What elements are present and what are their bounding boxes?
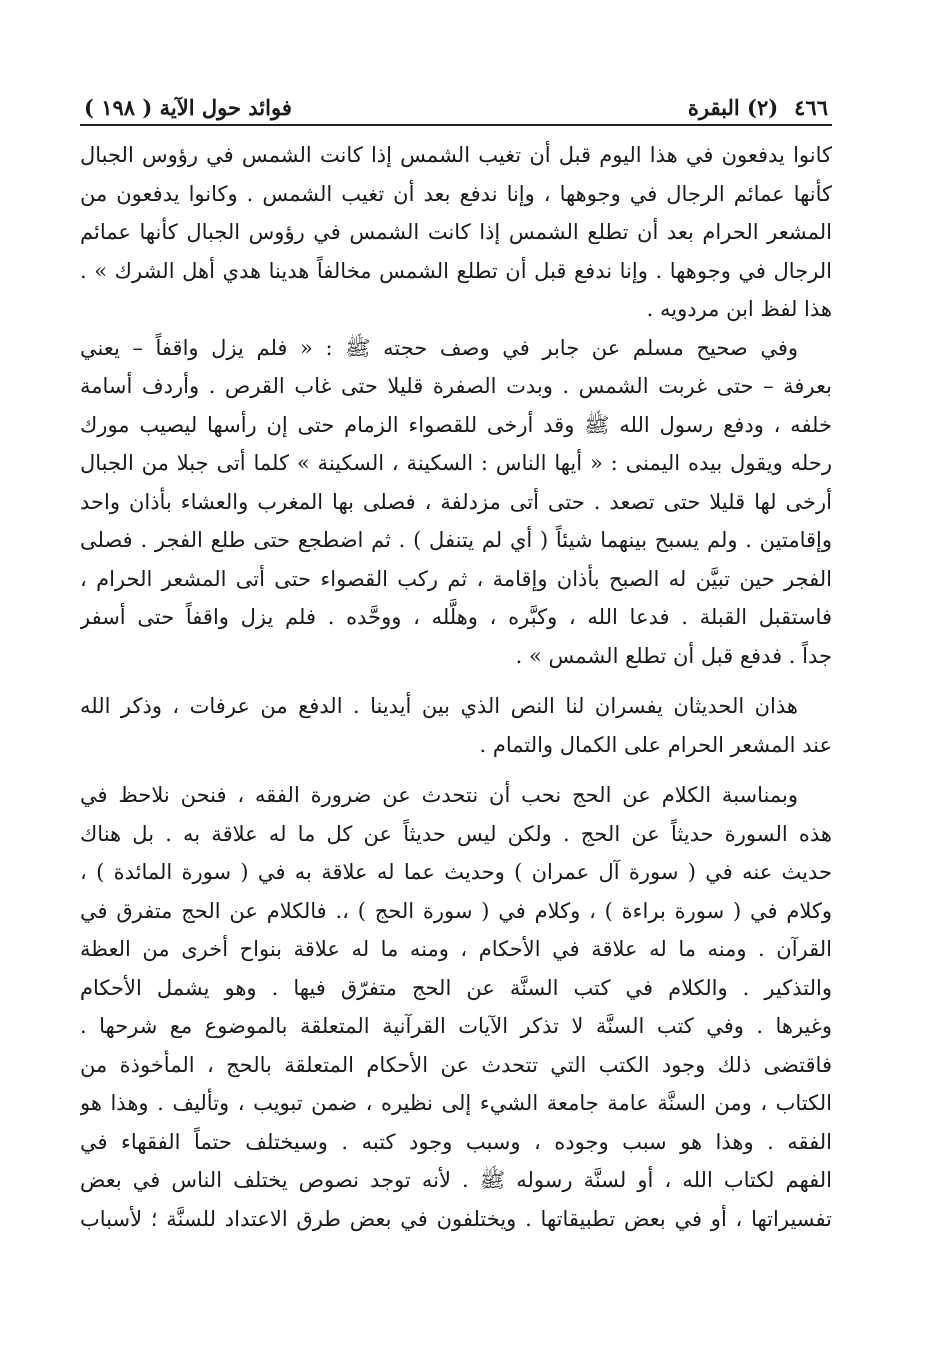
text-line: كأنها عمائم الرجال في وجوهها ، وإنا ندفع بعد أن تغيب الشمس . وكانوا يدفعون من	[80, 181, 832, 206]
text-line: وغيرها . وفي كتب السنَّة لا تذكر الآيات القرآنية المتعلقة بالموضوع مع شرحها .	[80, 1014, 832, 1038]
text-line: فاستقبل القبلة . فدعا الله ، وكبَّره ، وهلَّله ، ووحَّده . فلم يزل واقفاً حتى أسفر	[80, 605, 832, 629]
text-line: فاقتضى ذلك وجود الكتب التي تتحدث عن الأحكام المتعلقة بالحج ، المأخوذة من	[80, 1052, 832, 1077]
text-line: الفهم لكتاب الله ، أو لسنَّة رسوله ﷺ . لأنه توجد نصوص يختلف الناس في بعض	[80, 1168, 832, 1192]
text-line: عند المشعر الحرام على الكمال والتمام .	[479, 732, 832, 757]
text-line: خلفه ، ودفع رسول الله ﷺ وقد أرخى للقصواء الزمام حتى إن رأسها ليصيب مورك	[80, 412, 832, 437]
book-page	[80, 84, 832, 1238]
text-line: وإقامتين . ولم يسبح بينهما شيئاً ( أي لم يتنفل ) . ثم اضطجع حتى طلع الفجر . فصلى	[80, 528, 832, 552]
text-line: وكلام في ( سورة براءة ) ، وكلام في ( سورة الحج ) ،. فالكلام عن الحج متفرق في	[80, 898, 832, 923]
text-line: وفي صحيح مسلم عن جابر في وصف حجته ﷺ : « فلم يزل واقفاً – يعني	[80, 335, 798, 360]
paragraph-1	[80, 136, 832, 329]
page-number: ٤٦٦	[794, 95, 828, 120]
page-header	[80, 84, 832, 126]
paragraph-3	[80, 687, 832, 764]
text-line: الفقه . وهذا هو سبب وجوده ، وسبب وجود كتبه . وسيختلف حتماً الفقهاء في	[80, 1129, 832, 1154]
text-line: القرآن . ومنه ما له علاقة في الأحكام ، ومنه ما له علاقة بنواح أخرى من العظة	[80, 937, 832, 961]
text-line: هذان الحديثان يفسران لنا النص الذي بين أيدينا . الدفع من عرفات ، وذكر الله	[80, 694, 798, 718]
text-line: أرخى لها قليلا حتى تصعد . حتى أتى مزدلفة ، فصلى بها المغرب والعشاء بأذان واحد	[80, 489, 832, 514]
text-line: جداً . فدفع قبل أن تطلع الشمس » .	[515, 643, 832, 668]
header-right	[688, 95, 828, 120]
text-line: الفجر حين تبيَّن له الصبح بأذان وإقامة ، ثم ركب القصواء حتى أتى المشعر الحرام ،	[80, 566, 832, 591]
text-line: رحله ويقول بيده اليمنى : « أيها الناس : السكينة ، السكينة » كلما أتى جبلا من الجبال	[80, 451, 832, 475]
text-line: هذه السورة حديثاً عن الحج . ولكن ليس حديثاً عن كل ما له علاقة به . بل هناك	[80, 821, 832, 846]
text-line: كانوا يدفعون في هذا اليوم قبل أن تغيب الشمس إذا كانت الشمس في رؤوس الجبال	[80, 143, 832, 167]
text-line: هذا لفظ ابن مردويه .	[646, 297, 832, 321]
surah-name: (٢) البقرة	[687, 95, 779, 120]
body-text	[80, 136, 832, 1238]
text-line: حديث عنه في ( سورة آل عمران ) وحديث عما له علاقة به في ( سورة المائدة ) ،	[80, 860, 832, 884]
text-line: وبمناسبة الكلام عن الحج نحب أن نتحدث عن ضرورة الفقه ، فنحن نلاحظ في	[80, 783, 798, 807]
text-line: الرجال في وجوهها . وإنا ندفع قبل أن تطلع الشمس مخالفاً هدينا هدي أهل الشرك » .	[80, 258, 832, 283]
running-title: فوائد حول الآية ( ١٩٨ )	[84, 95, 292, 120]
text-line: بعرفة – حتى غربت الشمس . وبدت الصفرة قليلا حتى غاب القرص . وأردف أسامة	[80, 374, 832, 398]
text-line: المشعر الحرام بعد أن تطلع الشمس إذا كانت الشمس في رؤوس الجبال كأنها عمائم	[80, 220, 832, 244]
paragraph-4	[80, 776, 832, 1238]
text-line: والتذكير . والكلام في كتب السنَّة عن الحج متفرّق فيها . وهو يشمل الأحكام	[80, 975, 832, 1000]
paragraph-2	[80, 329, 832, 676]
text-line: الكتاب ، ومن السنَّة عامة جامعة الشيء إلى نظيره ، ضمن تبويب ، وتأليف . وهذا هو	[80, 1091, 832, 1115]
text-line: تفسيراتها ، أو في بعض تطبيقاتها . ويختلفون في بعض طرق الاعتداد للسنَّة ؛ لأسباب	[80, 1206, 832, 1231]
